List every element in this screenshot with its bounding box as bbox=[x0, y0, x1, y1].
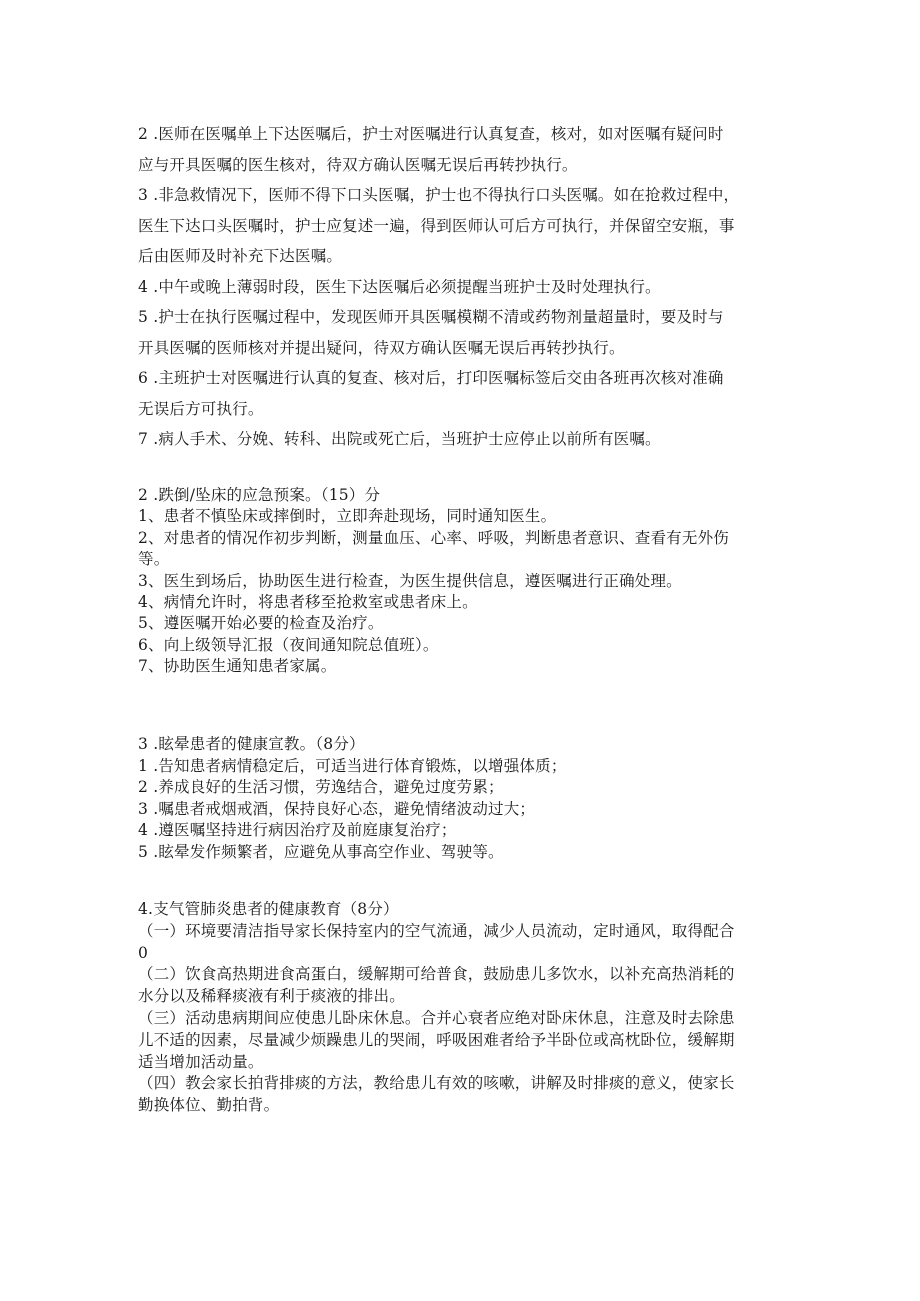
text-line: 7 .病人手术、分娩、转科、出院或死亡后，当班护士应停止以前所有医嘱。 bbox=[138, 430, 661, 448]
text-line: 无误后方可执行。 bbox=[138, 399, 264, 418]
text-line: 3 .嘱患者戒烟戒酒，保持良好心态，避免情绪波动过大； bbox=[138, 799, 536, 818]
text-line: 6 .主班护士对医嘱进行认真的复查、核对后，打印医嘱标签后交由各班再次核对准确 bbox=[138, 369, 724, 387]
fall-emergency-plan-section bbox=[138, 485, 788, 678]
text-line: 后由医师及时补充下达医嘱。 bbox=[138, 247, 343, 265]
text-line: 等。 bbox=[138, 550, 170, 569]
text-line: 3 .非急救情况下，医师不得下口头医嘱，护士也不得执行口头医嘱。如在抢救过程中， bbox=[138, 186, 740, 204]
text-line: 4 .遵医嘱坚持进行病因治疗及前庭康复治疗； bbox=[138, 821, 457, 840]
text-line: 1 .告知患者病情稳定后，可适当进行体育锻炼，以增强体质； bbox=[138, 756, 567, 775]
text-line: 6、向上级领导汇报（夜间通知院总值班）。 bbox=[138, 635, 439, 654]
text-line: 2 .医师在医嘱单上下达医嘱后，护士对医嘱进行认真复查，核对，如对医嘱有疑问时 bbox=[138, 125, 724, 143]
text-line: 4 .中午或晚上薄弱时段，医生下达医嘱后必须提醒当班护士及时处理执行。 bbox=[138, 277, 661, 296]
text-line: 2、对患者的情况作初步判断，测量血压、心率、呼吸，判断患者意识、查看有无外伤 bbox=[138, 528, 729, 547]
text-line: （一）环境要清洁指导家长保持室内的空气流通，减少人员流动，定时通风，取得配合 bbox=[138, 921, 735, 940]
text-line: 开具医嘱的医师核对并提出疑问，待双方确认医嘱无误后再转抄执行。 bbox=[138, 338, 625, 357]
text-line: 适当增加活动量。 bbox=[138, 1052, 264, 1071]
text-line: 应与开具医嘱的医生核对，待双方确认医嘱无误后再转抄执行。 bbox=[138, 155, 578, 174]
pneumonia-education-section bbox=[138, 899, 788, 1117]
text-line: 勤换体位、勤拍背。 bbox=[138, 1096, 280, 1115]
section-heading: 4.支气管肺炎患者的健康教育（8分） bbox=[138, 900, 399, 918]
text-line: 5 .护士在执行医嘱过程中，发现医师开具医嘱模糊不清或药物剂量超量时，要及时与 bbox=[138, 308, 724, 326]
text-line: 水分以及稀释痰液有利于痰液的排出。 bbox=[138, 987, 405, 1006]
text-line: 5、遵医嘱开始必要的检查及治疗。 bbox=[138, 614, 384, 633]
text-line: 2 .养成良好的生活习惯，劳逸结合，避免过度劳累； bbox=[138, 778, 504, 797]
text-line: 0 bbox=[138, 943, 149, 962]
text-line: 3、医生到场后，协助医生进行检查，为医生提供信息，遵医嘱进行正确处理。 bbox=[138, 571, 682, 590]
text-line: 1、患者不慎坠床或摔倒时，立即奔赴现场，同时通知医生。 bbox=[138, 507, 557, 526]
text-line: 7、协助医生通知患者家属。 bbox=[138, 657, 337, 676]
text-line: 4、病情允许时，将患者移至抢救室或患者床上。 bbox=[138, 592, 478, 611]
text-line: 儿不适的因素，尽量减少烦躁患儿的哭闹，呼吸困难者给予半卧位或高枕卧位，缓解期 bbox=[138, 1030, 735, 1049]
text-line: 医生下达口头医嘱时，护士应复述一遍，得到医师认可后方可执行，并保留空安瓶，事 bbox=[138, 216, 735, 235]
text-line: （二）饮食高热期进食高蛋白，缓解期可给普食，鼓励患儿多饮水，以补充高热消耗的 bbox=[138, 965, 735, 984]
section-heading: 3 .眩晕患者的健康宣教。（8分） bbox=[138, 735, 365, 753]
text-line: （三）活动患病期间应使患儿卧床休息。合并心衰者应绝对卧床休息，注意及时去除患 bbox=[138, 1008, 735, 1027]
order-rules-section bbox=[138, 119, 788, 455]
text-line: （四）教会家长拍背排痰的方法，教给患儿有效的咳嗽，讲解及时排痰的意义，使家长 bbox=[138, 1074, 735, 1093]
section-heading: 2 .跌倒/坠床的应急预案。（15）分 bbox=[138, 486, 381, 504]
vertigo-education-section bbox=[138, 734, 788, 864]
text-line: 5 .眩晕发作频繁者，应避免从事高空作业、驾驶等。 bbox=[138, 842, 504, 861]
